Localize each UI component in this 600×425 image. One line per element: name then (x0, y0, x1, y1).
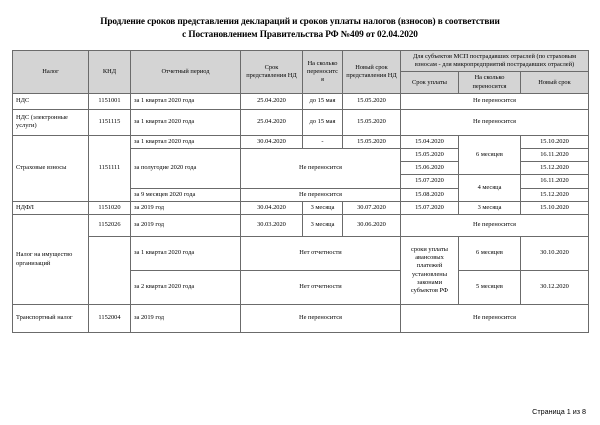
table-row (13, 237, 589, 271)
cell-knd: 1151001 (89, 93, 131, 109)
cell-tax: НДС (13, 93, 89, 109)
table-row (13, 215, 589, 237)
cell-msp-new-deadline: 16.11.2020 (521, 149, 589, 162)
col-header-msp-postponed-by: На сколько переносится (459, 72, 521, 93)
cell-period: за 1 квартал 2020 года (131, 237, 241, 271)
cell-period: за 1 квартал 2020 года (131, 109, 241, 135)
cell-not-postponed: Не переносится (241, 149, 401, 189)
col-header-postponed-by: На сколько переносится (303, 51, 343, 94)
table-row (13, 109, 589, 135)
cell-not-postponed: Не переносится (241, 305, 401, 333)
cell-new-declaration-deadline: 15.05.2020 (343, 135, 401, 148)
tax-deadlines-table (12, 50, 589, 333)
cell-msp-not-postponed: Не переносится (401, 215, 589, 237)
cell-knd: 1151115 (89, 109, 131, 135)
cell-tax: Страховые взносы (13, 135, 89, 201)
cell-period: за 1 квартал 2020 года (131, 93, 241, 109)
cell-not-postponed: Не переносится (241, 188, 401, 201)
cell-period: за 2019 год (131, 215, 241, 237)
col-header-payment-deadline: Срок уплаты (401, 72, 459, 93)
cell-knd: 1151111 (89, 135, 131, 201)
page-number: Страница 1 из 8 (532, 407, 586, 416)
cell-period: за 1 квартал 2020 года (131, 135, 241, 148)
cell-msp-new-deadline: 15.10.2020 (521, 201, 589, 214)
cell-knd: 1151020 (89, 201, 131, 214)
cell-tax: Налог на имущество организаций (13, 215, 89, 305)
cell-knd (89, 237, 131, 305)
cell-msp-not-postponed: Не переносится (401, 109, 589, 135)
cell-msp-new-deadline: 30.10.2020 (521, 237, 589, 271)
cell-declaration-deadline: 30.04.2020 (241, 201, 303, 214)
cell-msp-new-deadline: 16.11.2020 (521, 175, 589, 188)
cell-tax: НДС (электронные услуги) (13, 109, 89, 135)
cell-new-declaration-deadline: 15.05.2020 (343, 93, 401, 109)
col-header-knd: КНД (89, 51, 131, 94)
cell-msp-postponed-by: 5 месяцев (459, 271, 521, 305)
col-header-period: Отчетный период (131, 51, 241, 94)
cell-msp-postponed-by: 6 месяцев (459, 135, 521, 175)
cell-msp-not-postponed: Не переносится (401, 93, 589, 109)
col-header-declaration-deadline: Срок представления НД (241, 51, 303, 94)
col-header-msp-group: Для субъектов МСП пострадавших отраслей (по страховым взносам - для микропредприятий пострадавших отраслей) (401, 51, 589, 72)
cell-no-reporting: Нет отчетности (241, 237, 401, 271)
cell-msp-payment-deadline: 15.05.2020 (401, 149, 459, 162)
cell-msp-new-deadline: 15.12.2020 (521, 188, 589, 201)
cell-postponed-by: 3 месяца (303, 201, 343, 214)
cell-period: за 2019 год (131, 305, 241, 333)
col-header-msp-new-deadline: Новый срок (521, 72, 589, 93)
cell-new-declaration-deadline: 30.07.2020 (343, 201, 401, 214)
page-title (12, 16, 588, 41)
cell-postponed-by: до 15 мая (303, 93, 343, 109)
table-row (13, 305, 589, 333)
table-row (13, 93, 589, 109)
cell-new-declaration-deadline: 30.06.2020 (343, 215, 401, 237)
cell-period: за 2 квартал 2020 года (131, 271, 241, 305)
cell-postponed-by: до 15 мая (303, 109, 343, 135)
cell-msp-not-postponed: Не переносится (401, 305, 589, 333)
cell-period: за 9 месяцев 2020 года (131, 188, 241, 201)
cell-tax: НДФЛ (13, 201, 89, 214)
cell-tax: Транспортный налог (13, 305, 89, 333)
page-title-line-1: Продление сроков представления деклараций и сроков уплаты налогов (взносов) в соответствии (100, 17, 500, 27)
cell-msp-payment-deadline: 15.04.2020 (401, 135, 459, 148)
cell-msp-postponed-by: 4 месяца (459, 175, 521, 201)
cell-declaration-deadline: 25.04.2020 (241, 93, 303, 109)
col-header-new-declaration-deadline: Новый срок представления НД (343, 51, 401, 94)
cell-period: за полугодие 2020 года (131, 149, 241, 189)
table-header (13, 51, 589, 94)
cell-new-declaration-deadline: 15.05.2020 (343, 109, 401, 135)
cell-msp-new-deadline: 30.12.2020 (521, 271, 589, 305)
cell-msp-payment-deadline: 15.07.2020 (401, 201, 459, 214)
table-row (13, 135, 589, 148)
table-body (13, 93, 589, 332)
cell-period: за 2019 год (131, 201, 241, 214)
cell-msp-payment-deadline: 15.07.2020 (401, 175, 459, 188)
cell-msp-new-deadline: 15.10.2020 (521, 135, 589, 148)
cell-postponed-by: 3 месяца (303, 215, 343, 237)
cell-declaration-deadline: 25.04.2020 (241, 109, 303, 135)
cell-no-reporting: Нет отчетности (241, 271, 401, 305)
col-header-tax: Налог (13, 51, 89, 94)
header-row-top (13, 51, 589, 72)
cell-declaration-deadline: 30.04.2020 (241, 135, 303, 148)
cell-msp-postponed-by: 3 месяца (459, 201, 521, 214)
cell-msp-new-deadline: 15.12.2020 (521, 162, 589, 175)
cell-msp-postponed-by: 6 месяцев (459, 237, 521, 271)
cell-msp-payment-note: сроки уплаты авансовых платежей установлены законами субъектов РФ (401, 237, 459, 305)
cell-msp-payment-deadline: 15.06.2020 (401, 162, 459, 175)
cell-msp-payment-deadline: 15.08.2020 (401, 188, 459, 201)
cell-knd: 1152004 (89, 305, 131, 333)
cell-postponed-by: - (303, 135, 343, 148)
cell-knd: 1152026 (89, 215, 131, 237)
cell-declaration-deadline: 30.03.2020 (241, 215, 303, 237)
page-title-line-2: с Постановлением Правительства РФ №409 от 02.04.2020 (182, 29, 418, 40)
table-row (13, 201, 589, 214)
